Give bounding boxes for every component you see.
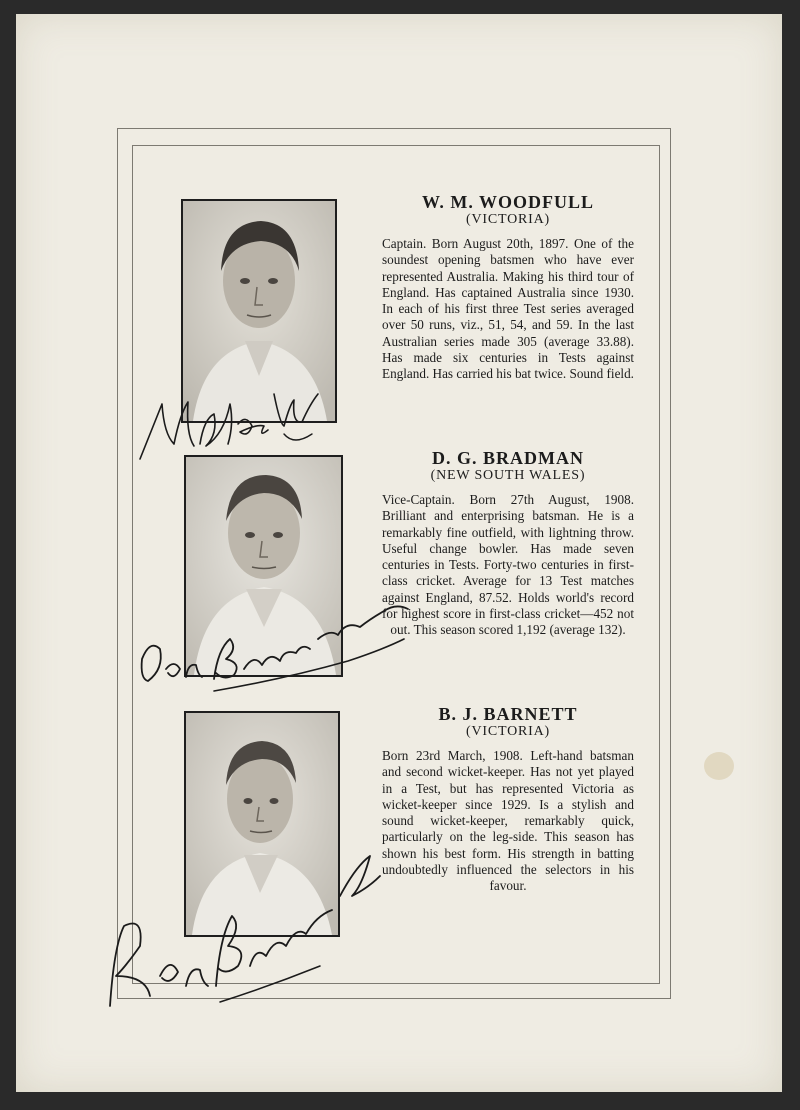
portrait-bradman <box>184 455 343 677</box>
player-name: W. M. WOODFULL <box>421 192 595 212</box>
player-bio: Captain. Born August 20th, 1897. One of the soundest opening batsmen who have ever represented Australia. Making his third tour of England. Has captained Australia since 1930. In each of his first three Test series averaged over 50 runs, viz., 51, 54, and 59. In the last Australian series made 305 (average 33.88). Has made six centuries in Tests against England. Has carried his bat twice. Sound field. <box>382 236 634 382</box>
player-bio: Vice-Captain. Born 27th August, 1908. Brilliant and enterprising batsman. He is a remarkably fine outfield, with lightning throw. Useful change bowler. Has made seven centuries in Tests. Forty-two centuries in first-class cricket. Average for 13 Test matches against England, 87.52. Holds world's record for highest score in first-class cricket—452 not out. This season scored 1,192 (average 132). <box>382 492 634 638</box>
player-name: B. J. BARNETT <box>438 704 578 724</box>
portrait-barnett <box>184 711 340 937</box>
player-bio: Born 23rd March, 1908. Left-hand batsman and second wicket-keeper. Has not yet played in a Test, but has represented Victoria as wicket-keeper since 1929. Is a stylish and sound wicket-keeper, remarkably quick, particularly on the leg-side. This season has shown his best form. His strength in batting undoubtedly influenced the selectors in his favour. <box>382 748 634 894</box>
player-state: (NEW SOUTH WALES) <box>430 468 586 483</box>
programme-page <box>16 14 782 1092</box>
portrait-woodfull <box>181 199 337 423</box>
player-entry-barnett <box>382 704 634 895</box>
paper-stain <box>704 752 734 780</box>
player-state: (VICTORIA) <box>466 212 550 227</box>
player-name: D. G. BRADMAN <box>432 448 584 468</box>
player-entry-woodfull <box>382 192 634 383</box>
player-state: (VICTORIA) <box>466 724 550 739</box>
player-entry-bradman <box>382 448 634 639</box>
